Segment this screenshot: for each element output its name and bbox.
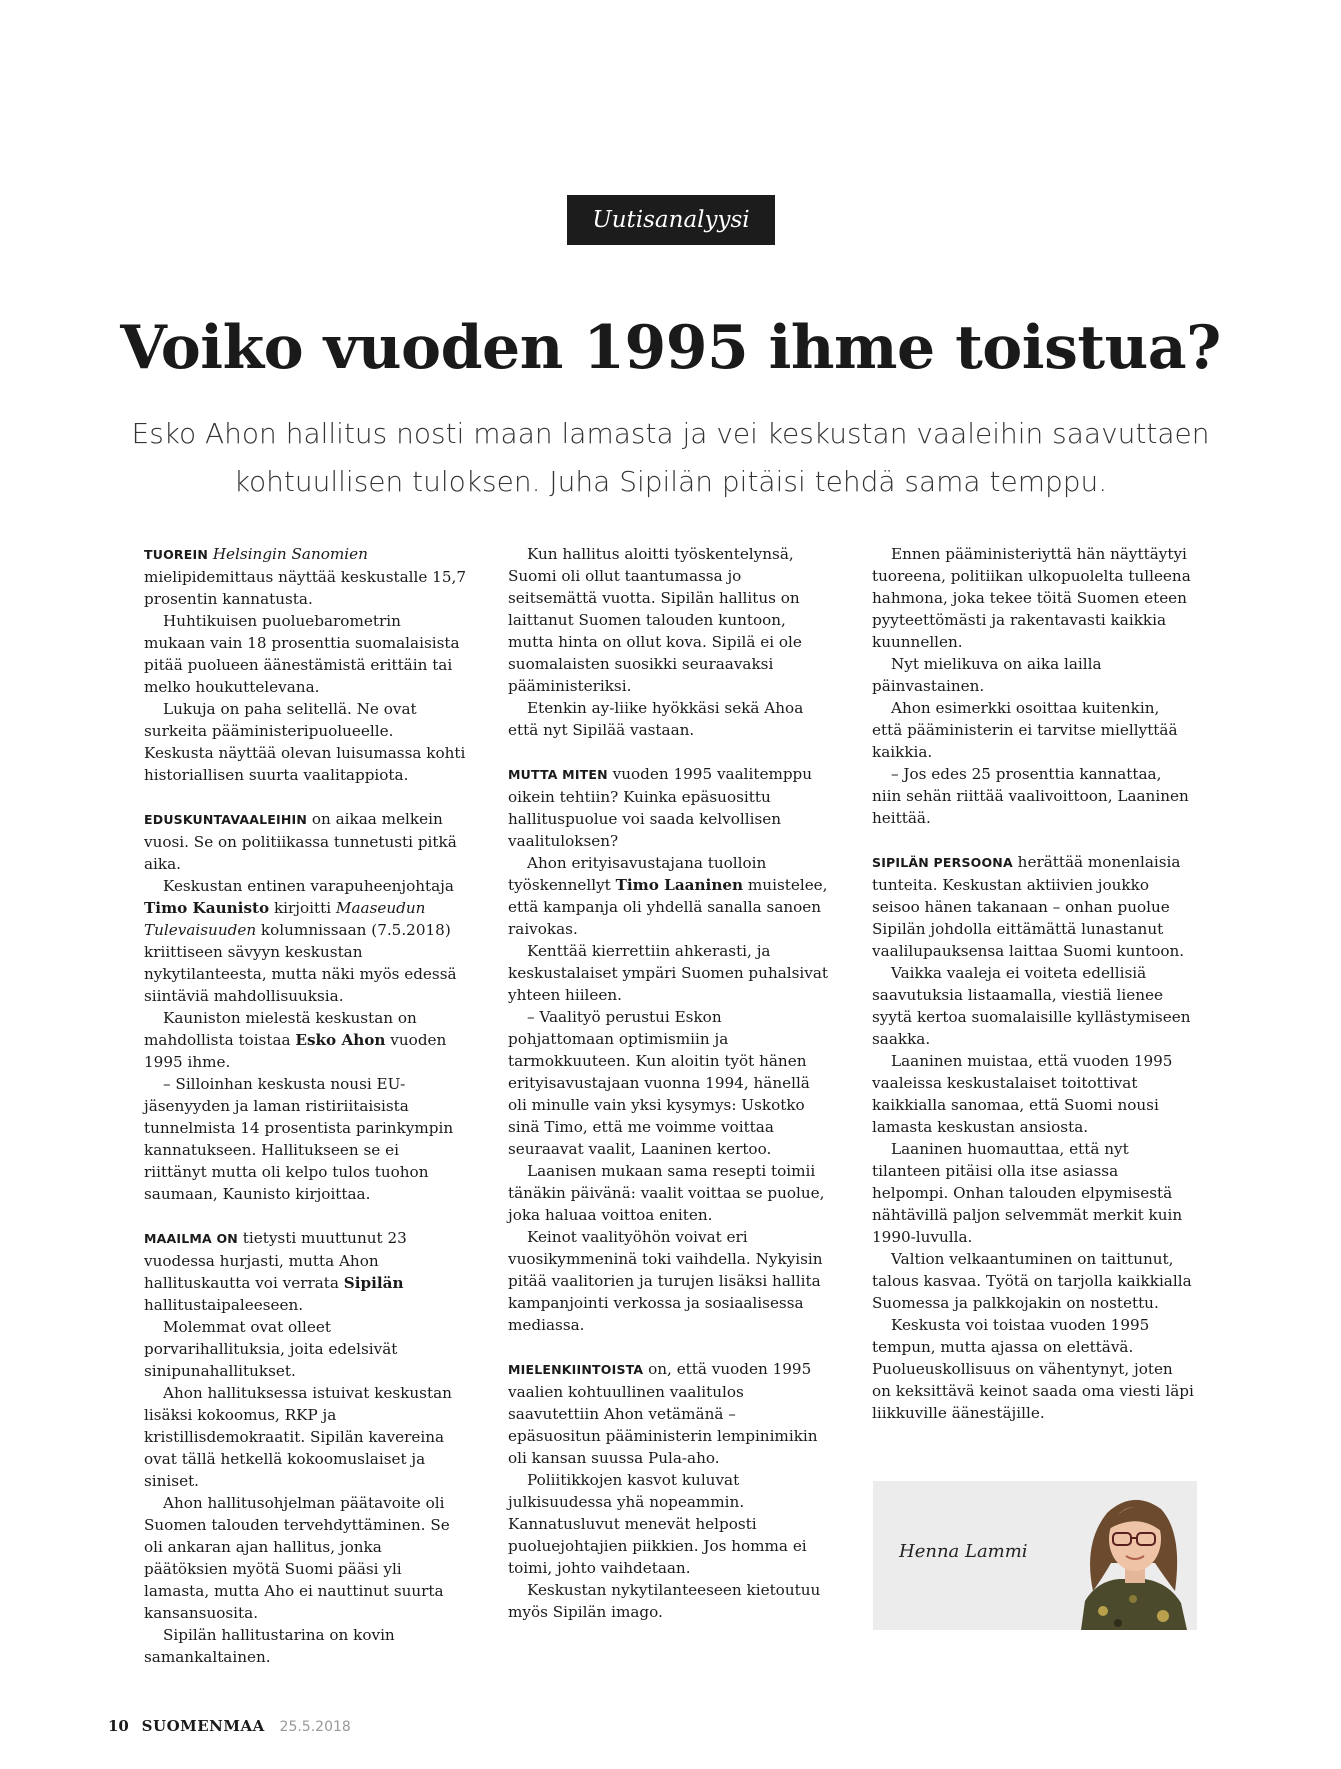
paragraph: Molemmat ovat olleet porvarihallituksia, joita edelsivät sinipunahallitukset. [144, 1318, 398, 1380]
paragraph: – Jos edes 25 prosenttia kannattaa, niin sehän riittää vaalivoittoon, Laaninen heittää. [872, 765, 1189, 827]
lead-in: MAAILMA ON [144, 1231, 238, 1246]
issue-date: 25.5.2018 [279, 1719, 351, 1735]
lead-in: MUTTA MITEN [508, 767, 608, 782]
headline: Voiko vuoden 1995 ihme toistua? [120, 313, 1221, 383]
paragraph: Kun hallitus aloitti työskentelynsä, Suomi oli ollut taantumassa jo seitsemättä vuotta. Sipilän hallitus on laittanut Suomen talouden kuntoon, mutta hinta on ollut kova. Sipilä ei ole suomalaisten suosikki seuraavaksi pääministeriksi. [508, 545, 802, 695]
paragraph: Vaikka vaaleja ei voiteta edellisiä saavutuksia listaamalla, viestiä lienee syytä kertoa suomalaisille kyllästymiseen saakka. [872, 964, 1191, 1048]
paragraph: Nyt mielikuva on aika lailla päinvastainen. [872, 655, 1102, 695]
author-name: Henna Lammi [899, 1541, 1028, 1562]
person-name: Sipilän [343, 1274, 404, 1292]
paragraph: MAAILMA ON tietysti muuttunut 23 vuodessa hurjasti, mutta Ahon hallituskautta voi verrata Sipilän hallitustaipaleeseen. [144, 1229, 407, 1314]
article-column-2 [508, 543, 830, 1623]
paragraph: Ahon hallituksessa istuivat keskustan lisäksi kokoomus, RKP ja kristillisdemokraatit. Sipilän kavereina ovat tällä hetkellä kokoomuslaiset ja siniset. [144, 1384, 452, 1490]
paragraph: Laanisen mukaan sama resepti toimii tänäkin päivänä: vaalit voittaa se puolue, joka haluaa voittoa eniten. [508, 1162, 825, 1224]
author-box [873, 1481, 1197, 1630]
paragraph: Ahon hallitusohjelman päätavoite oli Suomen talouden tervehdyttäminen. Se oli ankaran ajan hallitus, jonka päätöksien myötä Suomi pääsi yli lamasta, mutta Aho ei nauttinut suurta kansansuosita. [144, 1494, 450, 1622]
publication-name: Helsingin Sanomien [212, 545, 368, 563]
paragraph: Laaninen huomauttaa, että nyt tilanteen pitäisi olla itse asiassa helpompi. Onhan talouden elpymisestä nähtävillä paljon selvemmät merkit kuin 1990-luvulla. [872, 1140, 1183, 1246]
paragraph: TUOREIN Helsingin Sanomien mielipidemittaus näyttää keskustalle 15,7 prosentin kannatusta. [144, 545, 467, 608]
paragraph: Ahon erityisavustajana tuolloin työskennellyt Timo Laaninen muistelee, että kampanja oli yhdellä sanalla sanoen raivokas. [508, 854, 828, 938]
paragraph: Keskusta voi toistaa vuoden 1995 tempun, mutta ajassa on elettävä. Puolueuskollisuus on vähentynyt, joten on keksittävä keinot saada oma viesti läpi liikkuville äänestäjille. [872, 1316, 1194, 1422]
paragraph: – Vaalityö perustui Eskon pohjattomaan optimismiin ja tarmokkuuteen. Kun aloitin työt hänen erityisavustajaan vuonna 1994, hänellä oli minulle vain yksi kysymys: Uskotko sinä Timo, että me voimme voittaa seuraavat vaalit, Laaninen kertoo. [508, 1008, 810, 1158]
paragraph: Keskustan nykytilanteeseen kietoutuu myös Sipilän imago. [508, 1581, 821, 1621]
paragraph: Keskustan entinen varapuheenjohtaja Timo Kaunisto kirjoitti Maaseudun Tulevaisuuden kolumnissaan (7.5.2018) kriittiseen sävyyn keskustan nykytilanteesta, mutta näki myös edessä siintäviä mahdollisuuksia. [144, 877, 457, 1005]
lead-in: MIELENKIINTOISTA [508, 1362, 644, 1377]
paragraph: Laaninen muistaa, että vuoden 1995 vaaleissa keskustalaiset toitottivat kaikkialla sanomaa, että Suomi nousi lamasta keskustan ansiosta. [872, 1052, 1173, 1136]
page-number: 10 [108, 1717, 129, 1735]
paragraph: SIPILÄN PERSOONA herättää monenlaisia tunteita. Keskustan aktiivien joukko seisoo hänen takanaan – onhan puolue Sipilän johdolla eittämättä lunastanut vaalilupauksensa laittaa Suomi kuntoon. [872, 853, 1185, 960]
paragraph: Ennen pääministeriyttä hän näyttäytyi tuoreena, politiikan ulkopuolelta tulleena hahmona, joka tekee töitä Suomen eteen pyyteettömästi ja rakentavasti kaikkia kuunnellen. [872, 545, 1191, 651]
magazine-name: SUOMENMAA [141, 1717, 265, 1735]
paragraph: Huhtikuisen puoluebarometrin mukaan vain 18 prosenttia suomalaisista pitää puolueen äänestämistä erittäin tai melko houkuttelevana. [144, 612, 460, 696]
paragraph: – Silloinhan keskusta nousi EU-jäsenyyden ja laman ristiriitaisista tunnelmista 14 prosentista parinkympin kannatukseen. Hallitukseen se ei riittänyt mutta oli kelpo tulos tuohon saumaan, Kaunisto kirjoittaa. [144, 1075, 454, 1203]
paragraph: Lukuja on paha selitellä. Ne ovat surkeita pääministeripuolueelle. Keskusta näyttää olevan luisumassa kohti historiallisen suurta vaalitappiota. [144, 700, 466, 784]
lead-in: EDUSKUNTAVAALEIHIN [144, 812, 308, 827]
author-portrait [1023, 1481, 1197, 1630]
paragraph: Keinot vaalityöhön voivat eri vuosikymmeninä toki vaihdella. Nykyisin pitää vaalitorien ja turujen lisäksi hallita kampanjointi verkossa ja sosiaalisessa mediassa. [508, 1228, 823, 1334]
person-name: Timo Laaninen [615, 876, 744, 894]
article-column-1 [144, 543, 466, 1668]
publication-name: Maaseudun Tulevaisuuden [144, 899, 426, 939]
paragraph: MUTTA MITEN vuoden 1995 vaalitemppu oikein tehtiin? Kuinka epäsuosittu hallituspuolue voi saada kelvollisen vaalituloksen? [508, 765, 813, 850]
paragraph: Kauniston mielestä keskustan on mahdollista toistaa Esko Ahon vuoden 1995 ihme. [144, 1009, 447, 1071]
paragraph: Sipilän hallitustarina on kovin samankaltainen. [144, 1626, 395, 1666]
paragraph: Kenttää kierrettiin ahkerasti, ja keskustalaiset ympäri Suomen puhalsivat yhteen hiileen. [508, 942, 829, 1004]
paragraph: Poliitikkojen kasvot kuluvat julkisuudessa yhä nopeammin. Kannatusluvut menevät helposti puoluejohtajien piikkien. Jos homma ei toimi, johto vaihdetaan. [508, 1471, 807, 1577]
paragraph: Etenkin ay-liike hyökkäsi sekä Ahoa että nyt Sipilää vastaan. [508, 699, 804, 739]
person-name: Timo Kaunisto [144, 899, 270, 917]
paragraph: Ahon esimerkki osoittaa kuitenkin, että pääministerin ei tarvitse miellyttää kaikkia. [872, 699, 1178, 761]
standfirst: Esko Ahon hallitus nosti maan lamasta ja vei keskustan vaaleihin saavuttaen kohtuullisen tuloksen. Juha Sipilän pitäisi tehdä sama temppu. [131, 417, 1210, 498]
paragraph: Valtion velkaantuminen on taittunut, talous kasvaa. Työtä on tarjolla kaikkialla Suomessa ja palkkojakin on nostettu. [872, 1250, 1192, 1312]
paragraph: MIELENKIINTOISTA on, että vuoden 1995 vaalien kohtuullinen vaalitulos saavutettiin Ahon vetämänä – epäsuositun pääministerin lempinimikin oli kansan suussa Pula-aho. [508, 1360, 818, 1467]
section-label: Uutisanalyysi [567, 195, 775, 245]
lead-in: SIPILÄN PERSOONA [872, 855, 1013, 870]
paragraph: EDUSKUNTAVAALEIHIN on aikaa melkein vuosi. Se on politiikassa tunnetusti pitkä aika. [144, 810, 457, 873]
page-footer [108, 1717, 351, 1735]
article-column-3 [872, 543, 1194, 1424]
lead-in: TUOREIN [144, 547, 208, 562]
person-name: Esko Ahon [295, 1031, 386, 1049]
